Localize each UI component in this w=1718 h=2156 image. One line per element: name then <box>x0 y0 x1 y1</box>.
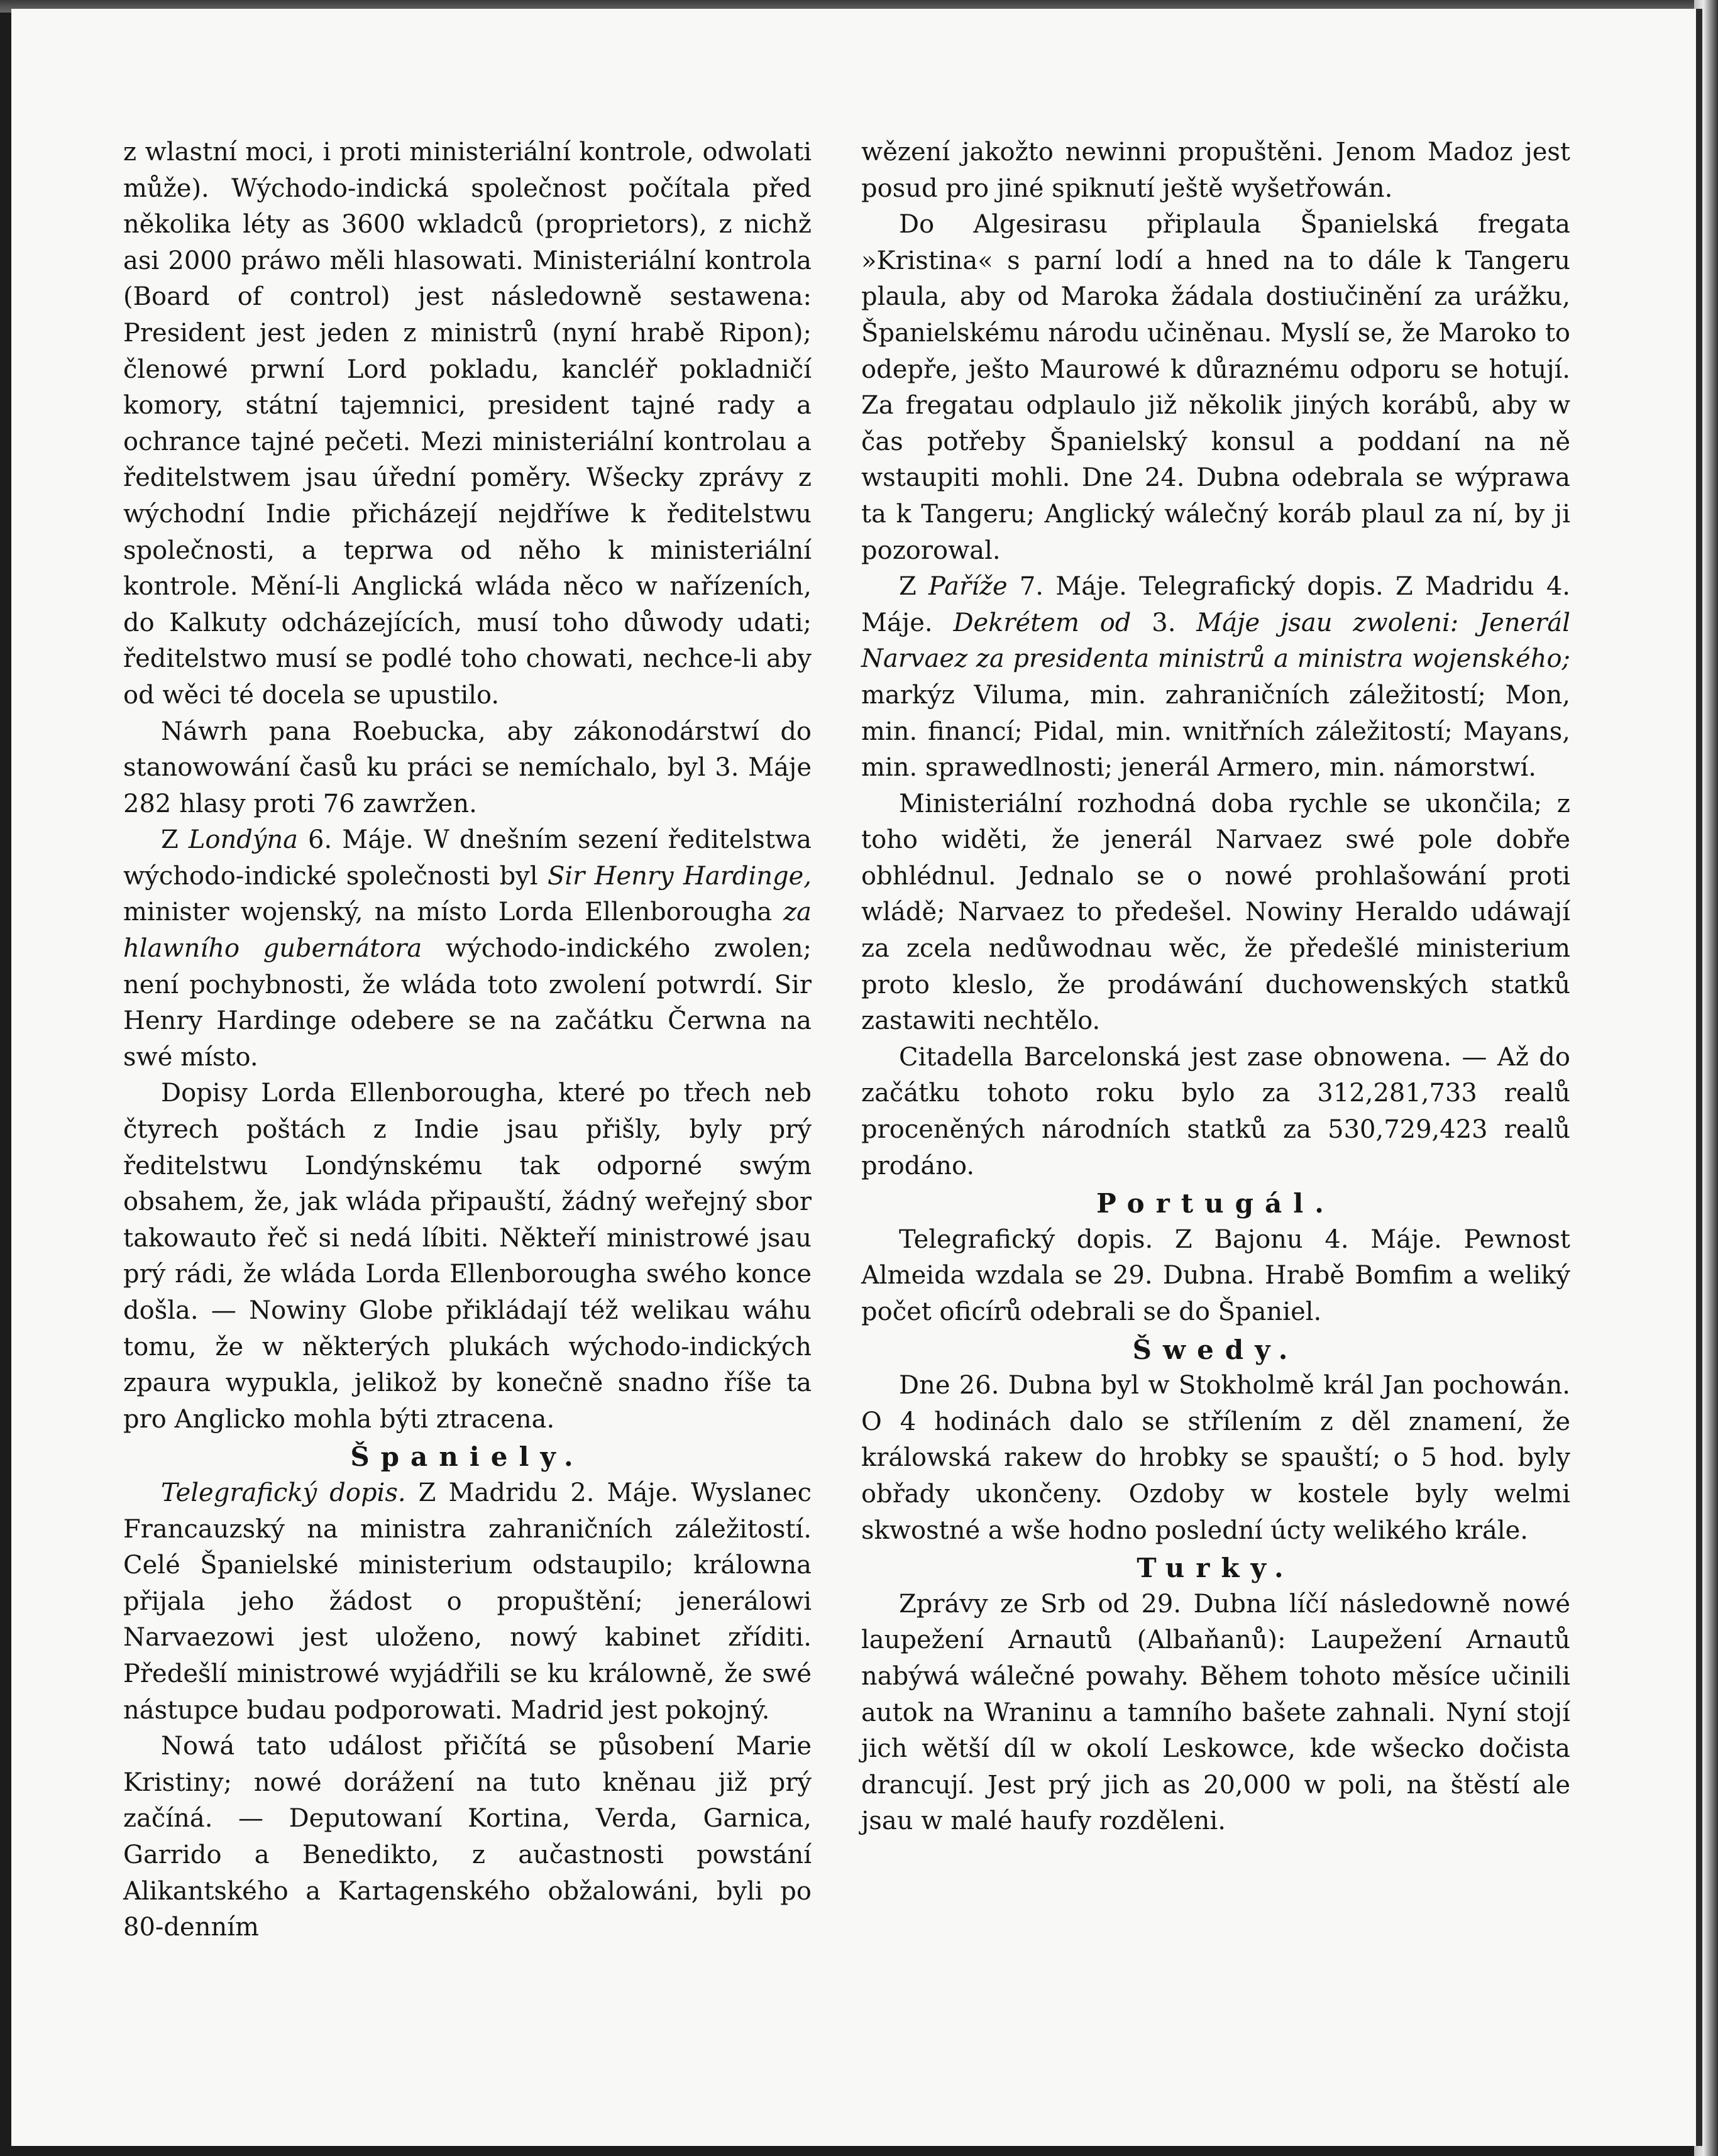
left-column <box>123 135 812 1946</box>
right-paragraph-3 <box>861 569 1570 786</box>
right-p3-c: 3. <box>1131 608 1197 637</box>
governor-title: za hlawního gubernátora <box>123 898 812 964</box>
left-paragraph-5 <box>123 1475 812 1729</box>
london-dateline: Londýna <box>188 825 299 855</box>
left-paragraph-6: Nowá tato událost přičítá se působení Marie Kristiny; nowé dorážení na tuto kněnau již prý začíná. — Deputowaní Kortina, Verda, Garnica, Garrido a Benedikto, z aučastnosti powstání Alikantského a Kartagenského obžalowáni, byli po 80-denním <box>123 1732 812 1942</box>
right-p3-b: 7. Máje. Telegrafický dopis. Z Madridu 4. Máje. <box>861 572 1570 637</box>
left-p3-d: wýchodo-indického zwolen; není pochybnosti, že wláda toto zwolení potwrdí. Sir Henry Hardinge odebere se na začátku Čerwna na swé místo. <box>123 934 812 1072</box>
left-paragraph-3 <box>123 822 812 1075</box>
right-paragraph-7: Dne 26. Dubna byl w Stokholmě král Jan pochowán. O 4 hodinách dalo se střílením z děl znamení, že králowská rakew do hrobky se spauští; o 5 hod. byly obřady ukončeny. Ozdoby w kostele byly welmi skwostné a wše hodno poslední úcty welikého krále. <box>861 1371 1570 1545</box>
left-paragraph-2: Náwrh pana Roebucka, aby zákonodárstwí do stanowowání časů ku práci se nemíchalo, byl 3. Máje 282 hlasy proti 76 zawržen. <box>123 717 812 818</box>
section-heading-spain: Španiely. <box>350 1441 585 1473</box>
right-paragraph-6: Telegrafický dopis. Z Bajonu 4. Máje. Pewnost Almeida wzdala se 29. Dubna. Hrabě Bomfim a weliký počet oficírů odebrali se do Španiel. <box>861 1224 1570 1326</box>
narvaez-appointment: Máje jsau zwoleni: Jenerál Narvaez za presidenta ministrů a ministra wojenského; <box>861 608 1570 674</box>
right-p3-d: markýz Viluma, min. zahraničních záležitostí; Mon, min. financí; Pidal, min. wnitřních záležitostí; Mayans, min. sprawedlnosti; jenerál Armero, min. námorstwí. <box>861 680 1570 783</box>
left-p3-b: 6. Máje. W dnešním sezení ředitelstwa wýchodo-indické společnosti byl <box>123 825 812 891</box>
right-paragraph-4: Ministeriální rozhodná doba rychle se ukončila; z toho widěti, že jenerál Narvaez swé pole dobře obhlédnul. Jednalo se o nowé prohlašowání proti wládě; Narvaez to předešel. Nowiny Heraldo udáwají za zcela nedůwodnau wěc, že předešlé ministerium proto kleslo, že prodáwání duchowenských statků zastawiti nechtělo. <box>861 789 1570 1036</box>
right-p3-a: Z <box>899 572 928 602</box>
decree-lead: Dekrétem od <box>953 608 1132 637</box>
right-paragraph-5: Citadella Barcelonská jest zase obnowena. — Až do začátku tohoto roku bylo za 312,281,733 realů proceněných národních statků za 530,729,423 realů prodáno. <box>861 1042 1570 1180</box>
newspaper-page <box>11 9 1702 2146</box>
hardinge-name: Sir Henry Hardinge, <box>547 861 812 891</box>
paris-dateline: Paříže <box>928 572 1008 602</box>
telegraph-lead: Telegrafický dopis. <box>161 1478 406 1507</box>
left-p5-text: Z Madridu 2. Máje. Wyslanec Francauzský na ministra zahraničních záležitostí. Celé Španielské ministerium odstaupilo; králowna přijala jeho žádost o propuštění; jenerálowi Narvaezowi jest uloženo, nowý kabinet zříditi. Předešlí ministrowé wyjádřili se ku králowně, že swé nástupce budau podporowati. Madrid jest pokojný. <box>123 1478 812 1725</box>
section-heading-turkey: Turky. <box>1137 1553 1295 1584</box>
left-paragraph-1: z wlastní moci, i proti ministeriální kontrole, odwolati může). Wýchodo-indická společnost počítala před několika léty as 3600 wkladců (proprietors), z nichž asi 2000 práwo měli hlasowati. Ministeriální kontrola (Board of control) jest následowně sestawena: President jest jeden z ministrů (nyní hrabě Ripon); členowé prwní Lord pokladu, kancléř pokladničí komory, státní tajemnici, president tajné rady a ochrance tajné pečeti. Mezi ministeriální kontrolau a ředitelstwem jsau úřední poměry. Wšecky zprávy z wýchodní Indie přicházejí nejdříwe k ředitelstwu společnosti, a teprwa od něho k ministeriální kontrole. Mění-li Anglická wláda něco w nařízeních, do Kalkuty odcházejících, musí toho důwody udati; ředitelstwo musí se podlé toho chowati, nechce-li aby od wěci té docela se upustilo. <box>123 138 812 710</box>
left-p3-a: Z <box>161 825 189 855</box>
left-paragraph-4: Dopisy Lorda Ellenborougha, které po třech neb čtyrech poštách z Indie jsau přišly, byly prý ředitelstwu Londýnskému tak odporné swým obsahem, že, jak wláda připauští, žádný weřejný sbor takowauto řeč si nedá líbiti. Někteří ministrowé jsau prý rádi, že wláda Lorda Ellenborougha swého konce došla. — Nowiny Globe přikládají též welikau wáhu tomu, že w některých plukách wýchodo-indických zpaura wypukla, jelikož by konečně snadno říše ta pro Anglicko mohla býti ztracena. <box>123 1079 812 1434</box>
right-column <box>861 135 1570 1840</box>
right-paragraph-8: Zprávy ze Srb od 29. Dubna líčí následowně nowé laupežení Arnautů (Albaňanů): Laupežení Arnautů nabýwá wálečné powahy. Během tohoto měsíce učinili autok na Wraninu a tamního bašete zahnali. Nyní stojí jich wětší díl w okolí Leskowce, kde wšecko dočista drancují. Jest prý jich as 20,000 w poli, na štěstí ale jsau w malé haufy rozděleni. <box>861 1589 1570 1836</box>
left-p3-c: minister wojenský, na místo Lorda Ellenborougha <box>123 898 784 927</box>
right-paragraph-2: Do Algesirasu připlaula Španielská fregata »Kristina« s parní lodí a hned na to dále k Tangeru plaula, aby od Maroka žádala dostiučinění za urážku, Španielskému národu učiněnau. Myslí se, že Maroko to odepře, ješto Maurowé k důraznému odporu se hotují. Za fregatau odplaulo již několik jiných korábů, aby w čas potřeby Španielský konsul a poddaní na ně wstaupiti mohli. Dne 24. Dubna odebrala se wýprawa ta k Tangeru; Anglický wálečný koráb plaul za ní, by ji pozorowal. <box>861 210 1570 565</box>
right-paragraph-1: wězení jakožto newinni propuštěni. Jenom Madoz jest posud pro jiné spiknutí ještě wyšetřowán. <box>861 138 1570 203</box>
section-heading-portugal: Portugál. <box>1096 1188 1335 1219</box>
section-heading-sweden: Šwedy. <box>1132 1334 1299 1365</box>
